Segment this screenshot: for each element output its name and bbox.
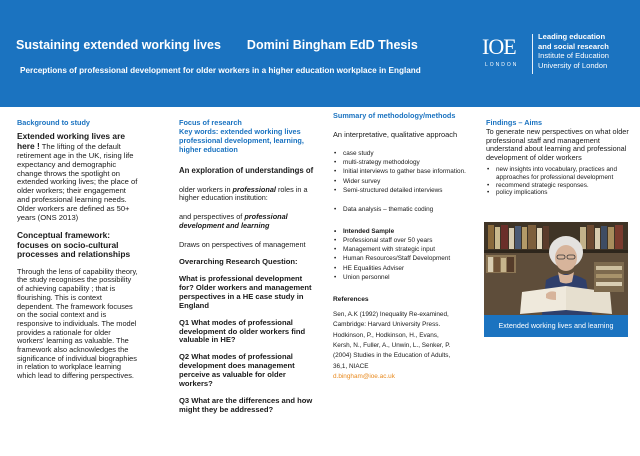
findings-heading: Findings – Aims <box>486 118 543 127</box>
line-b-em: professional development and learning <box>179 212 288 231</box>
poster-title <box>16 38 418 52</box>
findings-intro: To generate new perspectives on what older professional staff and management understand about learning and professional development of older workers <box>486 126 629 163</box>
logo-line-2: and social research <box>538 41 609 51</box>
methodology-intro: An interpretative, qualitative approach <box>333 129 458 139</box>
list-item: • case study <box>333 150 475 158</box>
list-item: • Human Resources/Staff Development <box>333 255 475 263</box>
overarching-question: What is professional development for? Older workers and management perspectives in a HE case study in England <box>179 273 312 310</box>
research-question-2: Q2 What modes of professional development does management perceive as valuable for older workers? <box>179 352 295 389</box>
list-item: • Initial interviews to gather base information. <box>333 168 475 176</box>
header-banner <box>0 0 640 107</box>
reference-line: Sen, A.K (1992) Inequality Re-examined, <box>333 310 449 318</box>
methods-list <box>333 150 475 195</box>
background-text: The lifting of the default retirement age in the UK, rising life expectancy and demographic change throws the spotlight on extended working lives; the place of older workers; their engagement and professional learning needs. Older workers are defined as 50+ years (ONS 2013) <box>17 141 138 223</box>
background-paragraph <box>17 132 139 223</box>
list-item: • Data analysis – thematic coding <box>333 206 475 214</box>
keywords: Key words: extended working lives professional development, learning, higher education <box>179 126 304 154</box>
references-heading: References <box>333 296 369 304</box>
column-background <box>17 119 139 381</box>
overarching-heading: Overarching Research Question: <box>179 257 298 267</box>
list-item: • Management with strategic input <box>333 246 475 254</box>
title-right: Domini Bingham EdD Thesis <box>246 38 418 52</box>
list-item: • policy implications <box>486 189 629 197</box>
column-focus <box>179 119 319 415</box>
aims-list <box>486 166 629 198</box>
ioe-logo <box>476 28 626 80</box>
list-item: • Professional staff over 50 years <box>333 237 475 245</box>
reference-line: (2004) Studies in the Education of Adults, <box>333 352 451 360</box>
list-item: • new insights into vocabulary, practices and approaches for professional development <box>486 166 629 182</box>
title-left: Sustaining extended working lives <box>16 38 221 52</box>
reference-line: Kersh, N., Fuller, A., Unwin, L., Senker, P. <box>333 342 451 349</box>
reference-line: Cambridge: Harvard University Press. <box>333 321 441 329</box>
research-question-1: Q1 What modes of professional development do older workers find valuable in HE? <box>179 317 306 345</box>
references <box>333 295 475 382</box>
exploration-line-a <box>179 186 319 204</box>
focus-heading: Focus of research <box>179 118 242 127</box>
methodology-heading: Summary of methodology/methods <box>333 111 456 120</box>
poster-subtitle: Perceptions of professional development for older workers in a higher education workplace in England <box>20 66 421 75</box>
photo-illustration <box>484 222 628 315</box>
older-worker-photo <box>484 222 628 315</box>
research-question-3: Q3 What are the differences and how might they be addressed? <box>179 395 313 414</box>
list-item: • multi-strategy methodology <box>333 159 475 167</box>
reference-line: 36,1, NIACE <box>333 362 369 370</box>
photo-caption: Extended working lives and learning <box>484 315 628 337</box>
background-lead: Extended working lives are here ! <box>17 130 125 151</box>
sample-heading: • Intended Sample <box>333 228 475 236</box>
line-a-post: roles in a higher education institution: <box>179 184 308 203</box>
logo-divider <box>532 34 533 74</box>
list-item: • Wider survey <box>333 178 475 186</box>
line-b-pre: and perspectives of <box>179 212 245 222</box>
ioe-logo-letters: IOE <box>482 34 516 59</box>
ioe-logo-london: LONDON <box>485 62 519 68</box>
background-heading: Background to study <box>17 118 90 127</box>
ioe-logo-mark <box>476 32 531 76</box>
list-item: • HE Equalities Adviser <box>333 265 475 273</box>
list-item: • Union personnel <box>333 274 475 282</box>
column-findings <box>486 119 629 197</box>
exploration-heading: An exploration of understandings of <box>179 165 314 175</box>
framework-heading: Conceptual framework: focuses on socio-cultural processes and relationships <box>17 229 131 260</box>
framework-text: Through the lens of capability theory, the study recognises the possibility of achieving capability ; that is flourishing. This is context dependent. The framework focuses on the social context and is responsive to individuals. The model provides a rationale for older workers' learning as valuable. The framework also acknowledges the significance of individual biographies in relation to workplace learning which lead to differing perspectives. <box>17 266 138 381</box>
logo-line-1: Leading education <box>538 32 606 41</box>
logo-line-4: University of London <box>538 60 608 70</box>
contact-email-link[interactable]: d.bingham@ioe.ac.uk <box>333 373 395 381</box>
column-methodology <box>333 112 475 383</box>
analysis-list <box>333 206 475 214</box>
reference-line: Hodkinson, P., Hodkinson, H., Evans, <box>333 331 439 339</box>
list-item: • Semi-structured detailed interviews <box>333 187 475 195</box>
sample-list <box>333 228 475 282</box>
list-item: • recommend strategic responses. <box>486 182 629 190</box>
line-a-em: professional <box>232 184 276 194</box>
exploration-line-c: Draws on perspectives of management <box>179 240 306 250</box>
logo-text <box>538 32 609 70</box>
line-a-pre: older workers in <box>179 184 233 194</box>
logo-line-3: Institute of Education <box>538 51 609 61</box>
exploration-line-b <box>179 213 319 231</box>
